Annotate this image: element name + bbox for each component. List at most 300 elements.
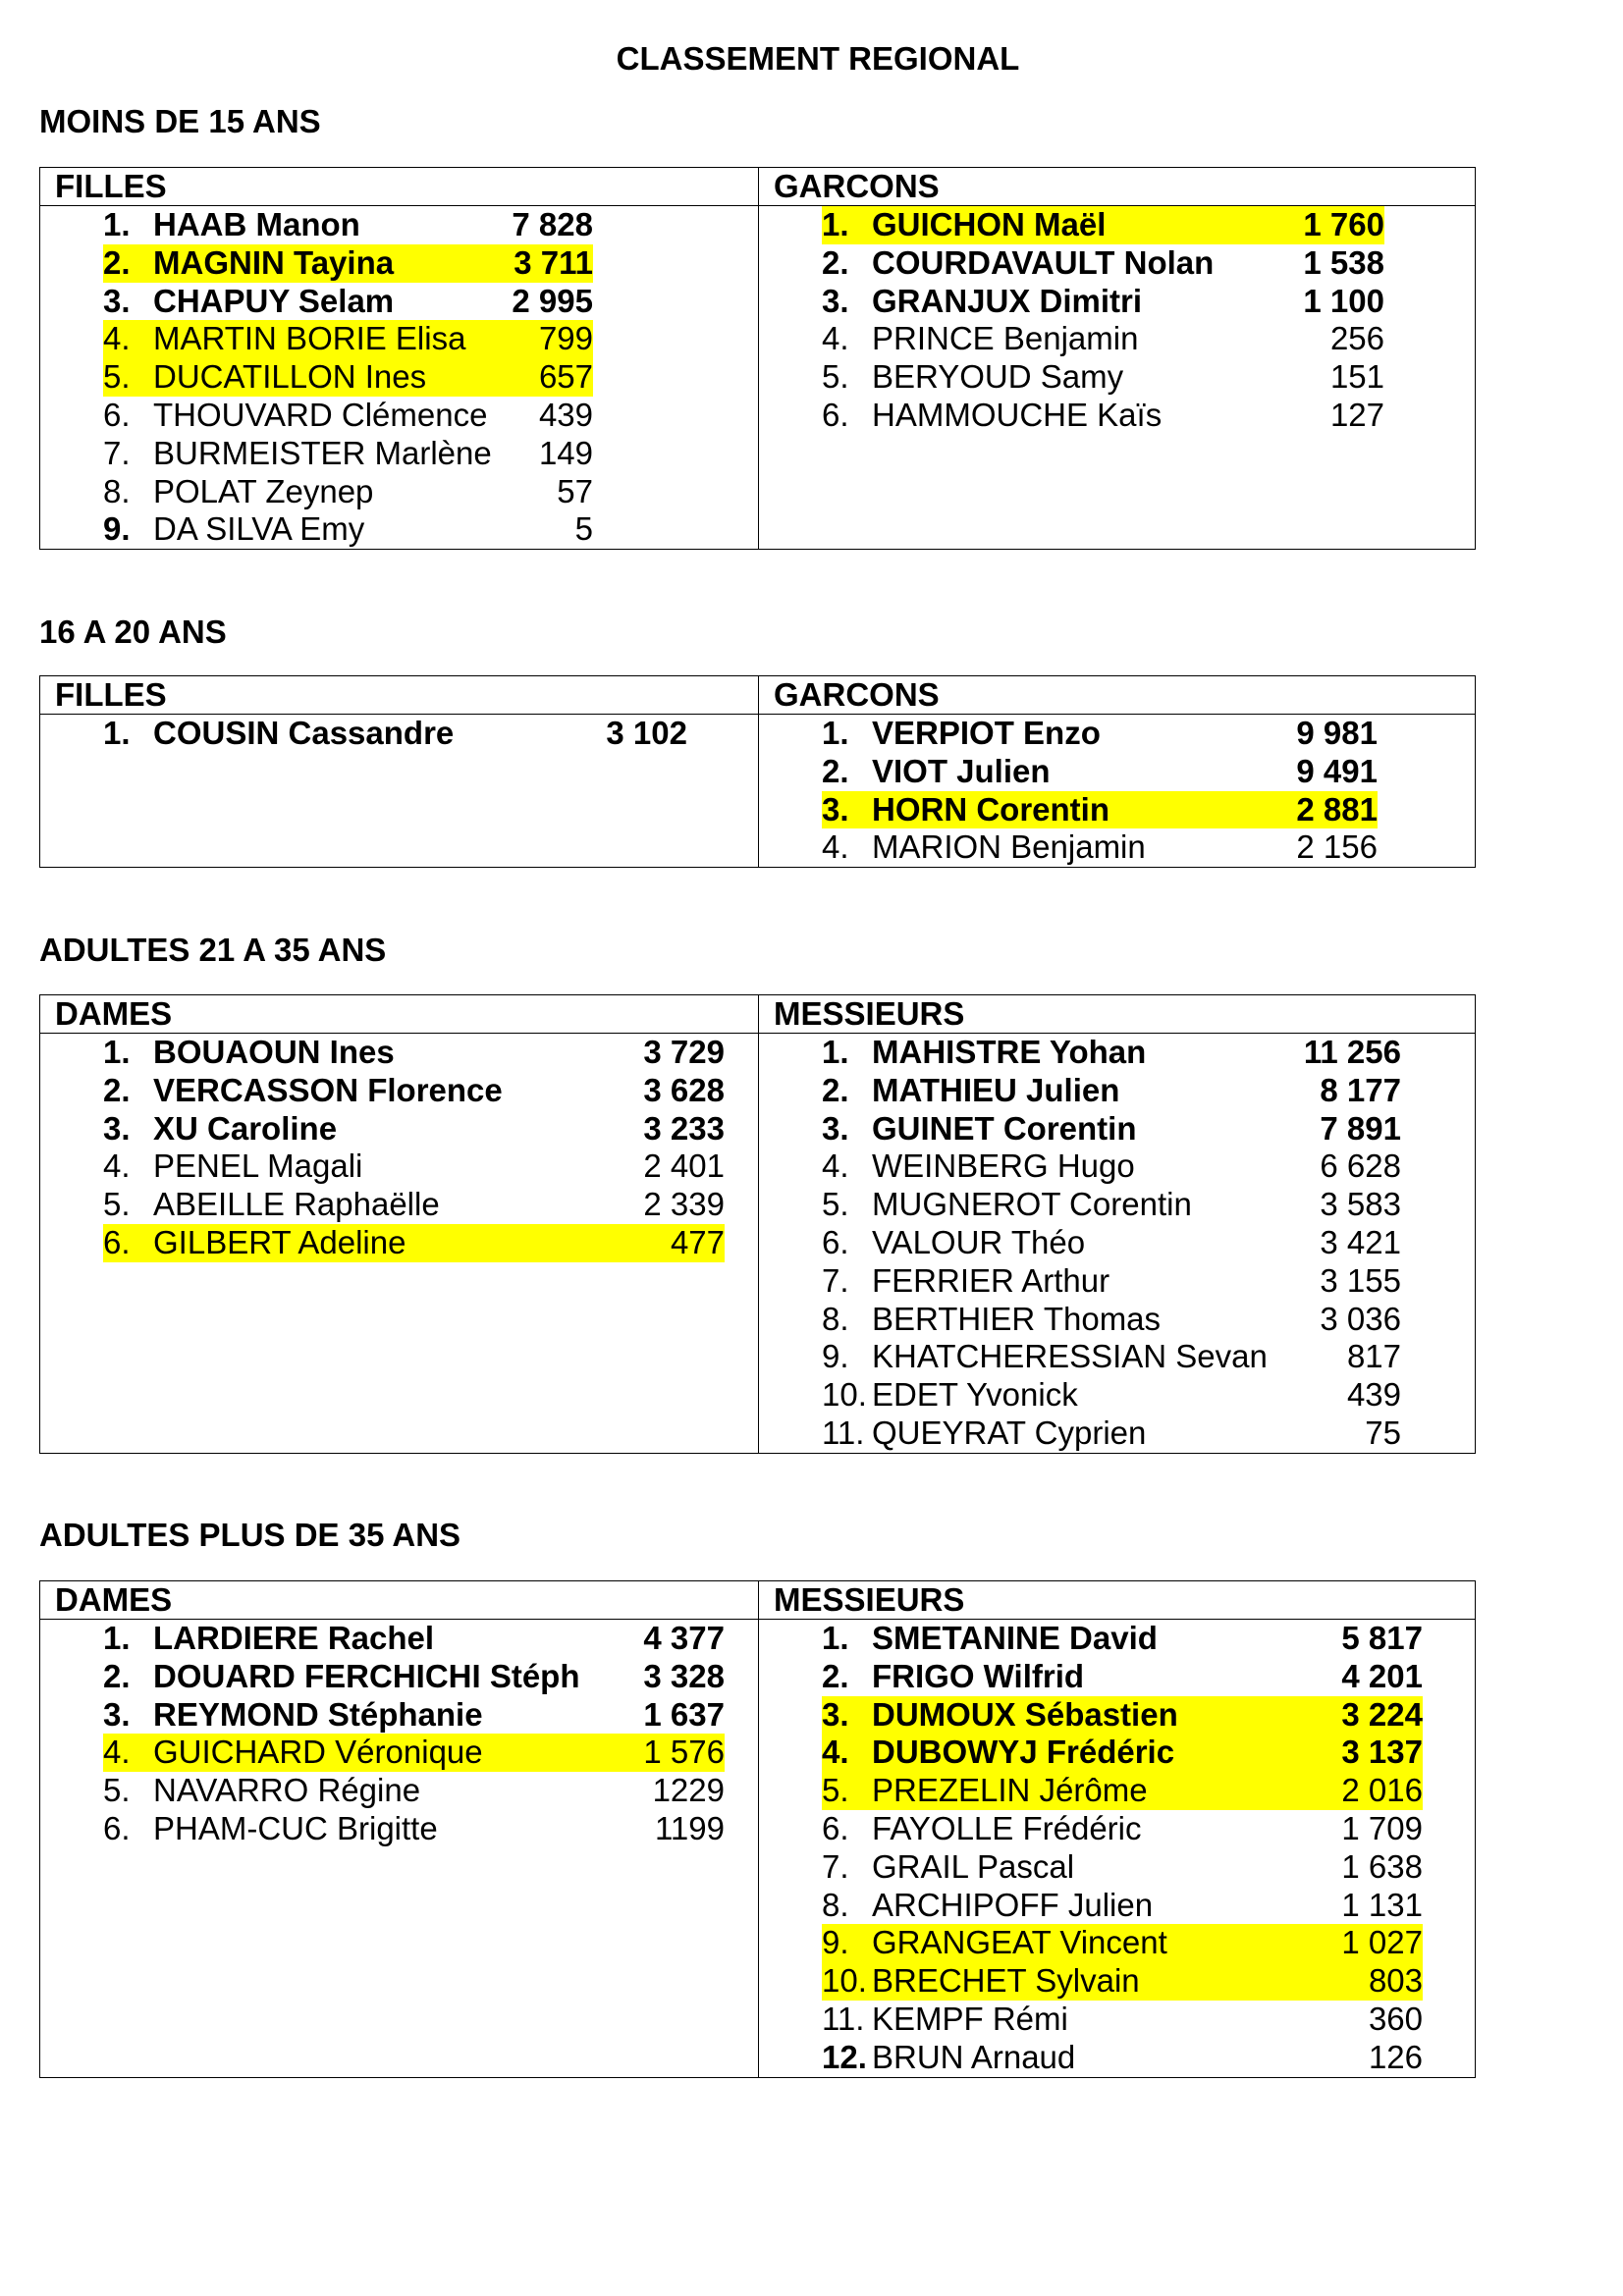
competitor-name: GRANGEAT Vincent (872, 1924, 1167, 1961)
ranking-row (759, 715, 1475, 753)
competitor-name: GILBERT Adeline (153, 1223, 406, 1260)
ranking-entry (822, 320, 1384, 358)
ranking-entry (103, 206, 593, 244)
score-value: 2 156 (1296, 828, 1378, 866)
score-value: 657 (538, 358, 593, 396)
ranking-entry (822, 1186, 1401, 1224)
ranking-list (40, 1620, 758, 2077)
ranking-row (759, 1186, 1475, 1224)
rank-number: 3. (103, 1109, 131, 1147)
ranking-row (759, 1810, 1475, 1848)
score-value: 799 (538, 320, 593, 357)
ranking-list (759, 1620, 1475, 2077)
score-value: 1 637 (643, 1695, 725, 1733)
score-value: 1229 (652, 1772, 725, 1809)
competitor-name: PHAM-CUC Brigitte (153, 1809, 438, 1846)
highlighted-entry (822, 1962, 1423, 2001)
highlighted-entry (822, 1696, 1423, 1735)
rank-number: 2. (822, 752, 849, 789)
score-value: 7 828 (512, 206, 593, 242)
score-value: 2 401 (643, 1148, 725, 1185)
ranking-row (40, 1072, 758, 1110)
score-value: 3 729 (643, 1034, 725, 1070)
ranking-row (40, 206, 758, 244)
rank-number: 3. (822, 790, 849, 828)
rank-number: 2. (822, 1657, 849, 1694)
ranking-column-messieurs (759, 995, 1475, 1453)
ranking-entry (822, 1148, 1401, 1186)
competitor-name: DOUARD FERCHICHI Stéph (153, 1657, 580, 1694)
competitor-name: GRAIL Pascal (872, 1847, 1075, 1885)
rank-number: 2. (822, 1071, 849, 1108)
ranking-table (39, 1580, 1476, 2078)
ranking-table (39, 994, 1476, 1454)
ranking-row (759, 1696, 1475, 1735)
rank-number: 8. (822, 1886, 849, 1923)
competitor-name: VERCASSON Florence (153, 1071, 503, 1108)
rank-number: 9. (822, 1924, 849, 1961)
ranking-list (759, 206, 1475, 549)
rank-number: 6. (822, 1223, 849, 1260)
rank-number: 1. (822, 1034, 849, 1070)
competitor-name: DUCATILLON Ines (153, 358, 427, 396)
rank-number: 9. (103, 510, 131, 548)
score-value: 2 881 (1296, 790, 1378, 828)
rank-number: 4. (103, 1734, 131, 1771)
score-value: 9 491 (1296, 752, 1378, 789)
rank-number: 6. (103, 396, 131, 433)
competitor-name: KEMPF Rémi (872, 2000, 1068, 2037)
ranking-row (759, 791, 1475, 829)
ranking-row (759, 1962, 1475, 2001)
rank-number: 11. (822, 1414, 865, 1451)
rank-number: 3. (103, 1695, 131, 1733)
score-value: 57 (557, 472, 593, 509)
score-value: 1 538 (1303, 243, 1384, 281)
rank-number: 1. (103, 206, 131, 242)
competitor-name: VERPIOT Enzo (872, 715, 1101, 751)
competitor-name: BERTHIER Thomas (872, 1300, 1162, 1337)
ranking-row (40, 1810, 758, 1848)
ranking-entry (103, 1658, 725, 1696)
ranking-entry (822, 2039, 1423, 2077)
column-header-dames: DAMES (40, 1581, 758, 1620)
score-value: 803 (1368, 1962, 1423, 2000)
competitor-name: MATHIEU Julien (872, 1071, 1120, 1108)
rank-number: 10. (822, 1962, 867, 2000)
ranking-list (40, 206, 758, 549)
score-value: 6 628 (1320, 1148, 1401, 1185)
ranking-row (40, 435, 758, 473)
ranking-row (40, 1224, 758, 1262)
ranking-column-dames (40, 1581, 759, 2077)
rank-number: 1. (103, 1620, 131, 1656)
ranking-row (40, 320, 758, 358)
score-value: 3 224 (1341, 1695, 1423, 1733)
competitor-name: BRUN Arnaud (872, 2038, 1076, 2075)
ranking-row (759, 1034, 1475, 1072)
ranking-entry (103, 1148, 725, 1186)
rank-number: 2. (103, 1071, 131, 1108)
ranking-entry (822, 1224, 1401, 1262)
score-value: 1 100 (1303, 282, 1384, 319)
ranking-row (40, 510, 758, 549)
score-value: 1 131 (1341, 1886, 1423, 1923)
score-value: 9 981 (1296, 715, 1378, 751)
ranking-list (40, 715, 758, 867)
competitor-name: XU Caroline (153, 1109, 338, 1147)
ranking-column-garcons (759, 676, 1475, 867)
ranking-entry (822, 1415, 1401, 1453)
score-value: 3 036 (1320, 1300, 1401, 1337)
competitor-name: FERRIER Arthur (872, 1261, 1110, 1299)
competitor-name: VALOUR Théo (872, 1223, 1086, 1260)
ranking-row (759, 1848, 1475, 1887)
ranking-entry (822, 1262, 1401, 1301)
column-header-filles: FILLES (40, 168, 758, 206)
highlighted-entry (103, 1734, 725, 1772)
score-value: 127 (1329, 396, 1384, 433)
ranking-entry (822, 1658, 1423, 1696)
ranking-row (40, 1696, 758, 1735)
competitor-name: FRIGO Wilfrid (872, 1657, 1085, 1694)
score-value: 151 (1329, 358, 1384, 396)
rank-number: 6. (822, 396, 849, 433)
ranking-column-dames (40, 995, 759, 1453)
competitor-name: QUEYRAT Cyprien (872, 1414, 1147, 1451)
ranking-entry (103, 1810, 725, 1848)
ranking-entry (822, 2001, 1423, 2039)
competitor-name: DUMOUX Sébastien (872, 1695, 1178, 1733)
ranking-row (759, 1734, 1475, 1772)
ranking-entry (822, 397, 1384, 435)
score-value: 4 201 (1341, 1657, 1423, 1694)
competitor-name: COUSIN Cassandre (153, 715, 455, 751)
column-header-garcons: GARCONS (759, 168, 1475, 206)
ranking-table (39, 675, 1476, 868)
ranking-row (40, 1034, 758, 1072)
score-value: 360 (1368, 2000, 1423, 2037)
ranking-entry (822, 715, 1378, 753)
ranking-entry (822, 753, 1378, 791)
ranking-row (759, 1376, 1475, 1415)
ranking-entry (822, 283, 1384, 321)
competitor-name: BRECHET Sylvain (872, 1962, 1140, 2000)
ranking-column-garcons (759, 168, 1475, 549)
ranking-entry (822, 244, 1384, 283)
ranking-entry (822, 1376, 1401, 1415)
ranking-entry (103, 1110, 725, 1148)
ranking-list (40, 1034, 758, 1453)
score-value: 1 576 (643, 1734, 725, 1771)
rank-number: 5. (822, 358, 849, 396)
ranking-row (759, 358, 1475, 397)
score-value: 2 016 (1341, 1772, 1423, 1809)
competitor-name: WEINBERG Hugo (872, 1148, 1135, 1185)
competitor-name: VIOT Julien (872, 752, 1051, 789)
highlighted-entry (822, 206, 1384, 244)
rank-number: 4. (103, 320, 131, 357)
ranking-entry (822, 1620, 1423, 1658)
ranking-row (759, 1887, 1475, 1925)
ranking-row (40, 1620, 758, 1658)
rank-number: 6. (103, 1809, 131, 1846)
score-value: 3 155 (1320, 1261, 1401, 1299)
competitor-name: GUICHARD Véronique (153, 1734, 483, 1771)
ranking-row (40, 473, 758, 511)
ranking-list (759, 1034, 1475, 1453)
score-value: 2 339 (643, 1186, 725, 1223)
rank-number: 8. (822, 1300, 849, 1337)
rank-number: 2. (103, 243, 131, 281)
ranking-row (40, 1186, 758, 1224)
highlighted-entry (822, 1924, 1423, 1962)
rank-number: 5. (103, 1772, 131, 1809)
score-value: 1199 (655, 1809, 725, 1846)
rank-number: 6. (822, 1809, 849, 1846)
ranking-entry (822, 1810, 1423, 1848)
competitor-name: FAYOLLE Frédéric (872, 1809, 1142, 1846)
ranking-entry (822, 1110, 1401, 1148)
score-value: 1 709 (1341, 1809, 1423, 1846)
rank-number: 5. (103, 358, 131, 396)
score-value: 8 177 (1320, 1071, 1401, 1108)
competitor-name: MAHISTRE Yohan (872, 1034, 1147, 1070)
ranking-entry (822, 828, 1378, 867)
rank-number: 4. (822, 1148, 849, 1185)
competitor-name: GUINET Corentin (872, 1109, 1137, 1147)
competitor-name: HAAB Manon (153, 206, 360, 242)
competitor-name: ARCHIPOFF Julien (872, 1886, 1154, 1923)
ranking-row (759, 1658, 1475, 1696)
competitor-name: REYMOND Stéphanie (153, 1695, 483, 1733)
score-value: 11 256 (1303, 1034, 1401, 1070)
ranking-entry (822, 1034, 1401, 1072)
competitor-name: PENEL Magali (153, 1148, 363, 1185)
ranking-row (759, 1415, 1475, 1453)
rank-number: 2. (103, 1657, 131, 1694)
score-value: 477 (670, 1223, 725, 1260)
ranking-row (40, 1110, 758, 1148)
competitor-name: SMETANINE David (872, 1620, 1158, 1656)
ranking-column-filles (40, 168, 759, 549)
rank-number: 6. (103, 1223, 131, 1260)
ranking-row (40, 283, 758, 321)
score-value: 126 (1368, 2038, 1423, 2075)
ranking-row (759, 1262, 1475, 1301)
rank-number: 1. (103, 1034, 131, 1070)
highlighted-entry (822, 1734, 1423, 1772)
ranking-row (759, 828, 1475, 867)
score-value: 75 (1365, 1414, 1401, 1451)
competitor-name: HAMMOUCHE Kaïs (872, 396, 1163, 433)
ranking-entry (103, 715, 687, 753)
ranking-row (759, 2039, 1475, 2077)
ranking-entry (103, 1620, 725, 1658)
ranking-entry (822, 1301, 1401, 1339)
highlighted-entry (103, 358, 593, 397)
competitor-name: GRANJUX Dimitri (872, 282, 1143, 319)
competitor-name: KHATCHERESSIAN Sevan (872, 1338, 1268, 1375)
score-value: 3 583 (1320, 1186, 1401, 1223)
ranking-table (39, 167, 1476, 550)
ranking-row (759, 1620, 1475, 1658)
ranking-entry (103, 1186, 725, 1224)
score-value: 3 328 (643, 1657, 725, 1694)
ranking-row (40, 1734, 758, 1772)
ranking-row (759, 2001, 1475, 2039)
score-value: 817 (1346, 1338, 1401, 1375)
ranking-entry (103, 397, 593, 435)
ranking-row (759, 1772, 1475, 1810)
rank-number: 3. (103, 282, 131, 319)
ranking-row (759, 1110, 1475, 1148)
score-value: 7 891 (1320, 1109, 1401, 1147)
competitor-name: PRINCE Benjamin (872, 320, 1139, 357)
ranking-entry (103, 283, 593, 321)
score-value: 1 638 (1341, 1847, 1423, 1885)
competitor-name: MAGNIN Tayina (153, 243, 395, 281)
ranking-row (759, 244, 1475, 283)
competitor-name: THOUVARD Clémence (153, 396, 488, 433)
competitor-name: EDET Yvonick (872, 1376, 1078, 1414)
ranking-row (759, 1224, 1475, 1262)
ranking-row (759, 1924, 1475, 1962)
score-value: 2 995 (512, 282, 593, 319)
score-value: 256 (1329, 320, 1384, 357)
ranking-entry (822, 1848, 1423, 1887)
rank-number: 4. (103, 1148, 131, 1185)
competitor-name: COURDAVAULT Nolan (872, 243, 1215, 281)
rank-number: 5. (822, 1186, 849, 1223)
score-value: 149 (538, 434, 593, 471)
ranking-entry (103, 435, 593, 473)
rank-number: 8. (103, 472, 131, 509)
ranking-entry (822, 1072, 1401, 1110)
rank-number: 1. (822, 1620, 849, 1656)
page-title: CLASSEMENT REGIONAL (616, 40, 1020, 77)
ranking-row (40, 1772, 758, 1810)
column-header-messieurs: MESSIEURS (759, 995, 1475, 1034)
rank-number: 4. (822, 320, 849, 357)
rank-number: 7. (822, 1847, 849, 1885)
ranking-row (40, 358, 758, 397)
ranking-row (40, 715, 758, 753)
ranking-row (40, 397, 758, 435)
ranking-row (759, 1301, 1475, 1339)
ranking-row (759, 1148, 1475, 1186)
rank-number: 5. (822, 1772, 849, 1809)
score-value: 1 760 (1303, 206, 1384, 242)
competitor-name: NAVARRO Régine (153, 1772, 421, 1809)
section-title: MOINS DE 15 ANS (39, 103, 321, 139)
rank-number: 5. (103, 1186, 131, 1223)
ranking-entry (103, 510, 593, 549)
score-value: 439 (538, 396, 593, 433)
competitor-name: CHAPUY Selam (153, 282, 395, 319)
highlighted-entry (822, 791, 1378, 829)
section-title: ADULTES PLUS DE 35 ANS (39, 1517, 461, 1553)
rank-number: 3. (822, 1695, 849, 1733)
rank-number: 12. (822, 2038, 867, 2075)
rank-number: 4. (822, 828, 849, 866)
ranking-row (40, 244, 758, 283)
score-value: 3 421 (1320, 1223, 1401, 1260)
rank-number: 3. (822, 282, 849, 319)
rank-number: 9. (822, 1338, 849, 1375)
competitor-name: POLAT Zeynep (153, 472, 374, 509)
competitor-name: GUICHON Maël (872, 206, 1107, 242)
ranking-entry (103, 473, 593, 511)
score-value: 1 027 (1341, 1924, 1423, 1961)
section-title: 16 A 20 ANS (39, 614, 227, 650)
ranking-entry (103, 1034, 725, 1072)
column-header-filles: FILLES (40, 676, 758, 715)
score-value: 3 628 (643, 1071, 725, 1108)
ranking-entry (103, 1696, 725, 1735)
competitor-name: LARDIERE Rachel (153, 1620, 435, 1656)
ranking-column-filles (40, 676, 759, 867)
rank-number: 7. (822, 1261, 849, 1299)
score-value: 3 233 (643, 1109, 725, 1147)
score-value: 439 (1346, 1376, 1401, 1414)
score-value: 3 137 (1341, 1734, 1423, 1771)
competitor-name: DA SILVA Emy (153, 510, 365, 548)
ranking-row (759, 206, 1475, 244)
column-header-messieurs: MESSIEURS (759, 1581, 1475, 1620)
competitor-name: ABEILLE Raphaëlle (153, 1186, 440, 1223)
column-header-dames: DAMES (40, 995, 758, 1034)
competitor-name: HORN Corentin (872, 790, 1109, 828)
competitor-name: MUGNEROT Corentin (872, 1186, 1192, 1223)
rank-number: 10. (822, 1376, 867, 1414)
ranking-list (759, 715, 1475, 867)
competitor-name: PREZELIN Jérôme (872, 1772, 1148, 1809)
ranking-row (759, 1072, 1475, 1110)
ranking-column-messieurs (759, 1581, 1475, 2077)
rank-number: 1. (103, 715, 131, 751)
rank-number: 2. (822, 243, 849, 281)
ranking-row (759, 320, 1475, 358)
rank-number: 4. (822, 1734, 849, 1771)
ranking-row (759, 1338, 1475, 1376)
competitor-name: BERYOUD Samy (872, 358, 1124, 396)
ranking-row (759, 753, 1475, 791)
rank-number: 3. (822, 1109, 849, 1147)
rank-number: 1. (822, 715, 849, 751)
competitor-name: MARTIN BORIE Elisa (153, 320, 466, 357)
competitor-name: DUBOWYJ Frédéric (872, 1734, 1175, 1771)
rank-number: 11. (822, 2000, 865, 2037)
rank-number: 7. (103, 434, 131, 471)
competitor-name: BURMEISTER Marlène (153, 434, 492, 471)
column-header-garcons: GARCONS (759, 676, 1475, 715)
ranking-entry (103, 1772, 725, 1810)
score-value: 5 (574, 510, 593, 548)
highlighted-entry (822, 1772, 1423, 1810)
ranking-row (40, 1148, 758, 1186)
score-value: 5 817 (1341, 1620, 1423, 1656)
section-title: ADULTES 21 A 35 ANS (39, 932, 387, 968)
ranking-entry (822, 358, 1384, 397)
rank-number: 1. (822, 206, 849, 242)
score-value: 3 711 (514, 243, 593, 281)
ranking-entry (103, 1072, 725, 1110)
ranking-row (759, 397, 1475, 435)
highlighted-entry (103, 1224, 725, 1262)
ranking-entry (822, 1887, 1423, 1925)
ranking-entry (822, 1338, 1401, 1376)
